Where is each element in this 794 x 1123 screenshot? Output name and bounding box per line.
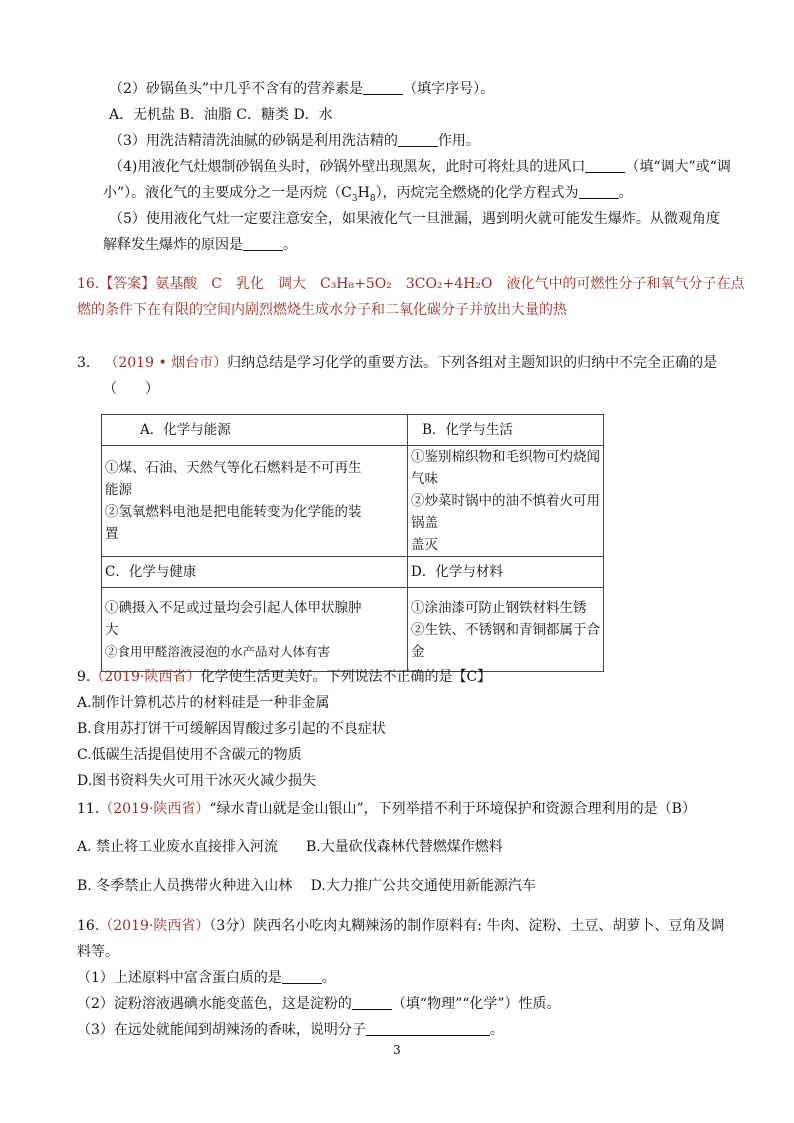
q9-option-a: A.制作计算机芯片的材料硅是一种非金属 [77,695,330,711]
answer-blank [366,1021,490,1036]
table-head-c: C．化学与健康 [102,557,408,588]
q16-part1: （1）上述原料中富含蛋白质的是 。 [77,970,336,986]
table-cell-a: ①煤、石油、天然气等化石燃料是不可再生 能源 ②氢氧燃料电池是把电能转变为化学能的装 置 [102,446,408,557]
table-head-b: B．化学与生活 [408,415,604,446]
knowledge-table [101,414,604,672]
q15-part3: （3）用洗洁精清洗油腻的砂锅是利用洗洁精的 作用。 [109,133,480,149]
page-number: 3 [393,1043,401,1057]
table-head-a: A．化学与能源 [102,415,408,446]
q15-part4: （4)用液化气灶煨制砂锅鱼头时，砂锅外壁出现黑灰，此时可将灶具的进风口 （填“调大”或“调 [109,159,731,175]
q15-options: A．无机盐 B．油脂 C．糖类 D．水 [109,107,333,123]
answer-blank [282,969,322,984]
q15-part5: （5）使用液化气灶一定要注意安全，如果液化气一旦泄漏，遇到明火就可能发生爆炸。从微观角度 [109,211,720,227]
q15-part2: （2）砂锅鱼头”中几乎不含有的营养素是 （填字序号）。 [109,81,495,97]
q16-stem: 16.（2019·陕西省）（3分）陕西名小吃肉丸糊辣汤的制作原料有: 牛肉、淀粉、土豆、胡萝卜、豆角及调 [77,918,725,934]
q16-part3: （3）在远处就能闻到胡辣汤的香味，说明分子 。 [77,1022,504,1038]
q9-option-b: B.食用苏打饼干可缓解因胃酸过多引起的不良症状 [77,721,386,737]
answer-blank [398,132,438,147]
answer-blank [363,80,403,95]
q9-option-d: D.图书资料失火可用干冰灭火减少损失 [77,773,317,789]
q11-stem: 11.（2019·陕西省）“绿水青山就是金山银山”，下列举措不利于环境保护和资源合理利用的是（B） [77,801,696,817]
answer-blank [585,158,625,173]
q3-paren: （ ） [103,381,159,397]
q9-option-c: C.低碳生活提倡使用不含碳元的物质 [77,747,302,763]
q3-stem: 3. （2019 • 烟台市）归纳总结是学习化学的重要方法。下列各组对主题知识的归纳中不完全正确的是 [77,355,718,371]
table-cell-b: ①鉴别棉织物和毛织物可灼烧闻气味 ②炒菜时锅中的油不慎着火可用锅盖 盖灭 [408,446,604,557]
q11-options-cd: B. 冬季禁止人员携带火种进入山林 D.大力推广公共交通使用新能源汽车 [77,878,536,894]
answer-16-line2: 燃的条件下在有限的空间内剧烈燃烧生成水分子和二氧化碳分子并放出大量的热 [77,302,567,318]
answer-blank [352,995,392,1010]
q9-stem: 9.（2019·陕西省）化学使生活更美好。下列说法不正确的是【C】 [77,669,492,685]
answer-blank [243,236,283,251]
q15-part5-cont: 解释发生爆炸的原因是 。 [103,237,297,253]
table-head-d: D．化学与材料 [408,557,604,588]
q16-stem-cont: 料等。 [77,944,119,960]
q11-options-ab: A. 禁止将工业废水直接排入河流 B.大量砍伐森林代替燃煤作燃料 [77,839,503,855]
table-cell-c: ①碘摄入不足或过量均会引起人体甲状腺肿 大 ②食用甲醛溶液浸泡的水产品对人体有害 [102,588,408,672]
q16-part2: （2）淀粉溶液遇碘水能变蓝色，这是淀粉的 （填“物理”“化学”）性质。 [77,996,561,1012]
q15-part4-cont: 小”）。液化气的主要成分之一是丙烷$(C_3H_8)$，丙烷完全燃烧的化学方程式为 。 [103,185,633,204]
answer-16-line1: 16.【答案】氨基酸 C 乳化 调大 C₃H₈+5O₂ 3CO₂+4H₂O 液化气中的可燃性分子和氧气分子在点 [77,276,745,292]
answer-blank [579,184,619,199]
table-cell-d: ①涂油漆可防止钢铁材料生锈 ②生铁、不锈钢和青铜都属于合金 [408,588,604,672]
